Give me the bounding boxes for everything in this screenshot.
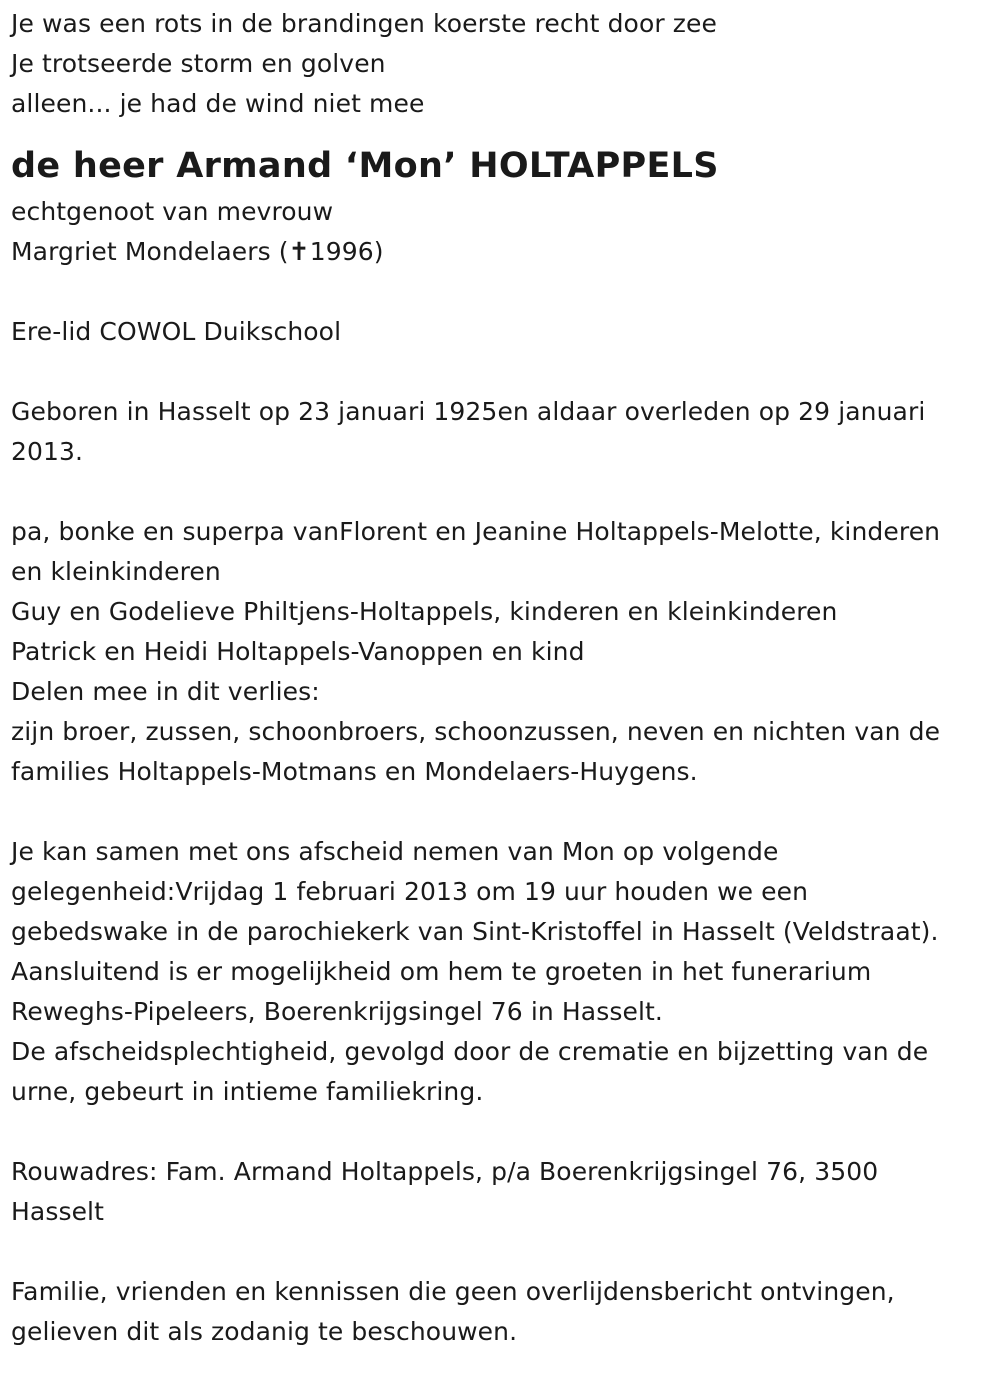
family-line: zijn broer, zussen, schoonbroers, schoonzussen, neven en nichten van de	[11, 717, 941, 746]
family-list	[11, 512, 995, 792]
address-line: Rouwadres: Fam. Armand Holtappels, p/a Boerenkrijgsingel 76, 3500	[11, 1157, 879, 1186]
birth-death-line: 2013.	[11, 437, 84, 466]
family-line: pa, bonke en superpa vanFlorent en Jeanine Holtappels-Melotte, kinderen	[11, 517, 941, 546]
ceremony-line: Aansluitend is er mogelijkheid om hem te groeten in het funerarium	[11, 957, 872, 986]
ceremony-info	[11, 832, 995, 1112]
closing-note	[11, 1272, 995, 1352]
family-line: Patrick en Heidi Holtappels-Vanoppen en kind	[11, 637, 585, 666]
poem	[11, 4, 995, 124]
spacer	[11, 1232, 995, 1272]
spacer	[11, 1112, 995, 1152]
deceased-name: de heer Armand ‘Mon’ HOLTAPPELS	[11, 146, 719, 186]
spacer	[11, 472, 995, 512]
poem-line: Je was een rots in de brandingen koerste recht door zee	[11, 9, 717, 38]
honor-membership: Ere-lid COWOL Duikschool	[11, 317, 342, 346]
spacer	[11, 352, 995, 392]
ceremony-line: De afscheidsplechtigheid, gevolgd door de crematie en bijzetting van de	[11, 1037, 929, 1066]
birth-death-info	[11, 392, 995, 472]
ceremony-line: Reweghs-Pipeleers, Boerenkrijgsingel 76 in Hasselt.	[11, 997, 663, 1026]
address-line: Hasselt	[11, 1197, 104, 1226]
poem-line: Je trotseerde storm en golven	[11, 49, 386, 78]
poem-line: alleen... je had de wind niet mee	[11, 89, 425, 118]
ceremony-line: gebedswake in de parochiekerk van Sint-Kristoffel in Hasselt (Veldstraat).	[11, 917, 939, 946]
spouse-line: Margriet Mondelaers (✝1996)	[11, 237, 384, 266]
birth-death-line: Geboren in Hasselt op 23 januari 1925en aldaar overleden op 29 januari	[11, 397, 926, 426]
ceremony-line: gelegenheid:Vrijdag 1 februari 2013 om 19 uur houden we een	[11, 877, 809, 906]
spouse-line: echtgenoot van mevrouw	[11, 197, 334, 226]
spouse-info	[11, 192, 995, 272]
mourning-address	[11, 1152, 995, 1232]
spacer	[11, 272, 995, 312]
family-line: Delen mee in dit verlies:	[11, 677, 320, 706]
family-line: en kleinkinderen	[11, 557, 221, 586]
closing-line: Familie, vrienden en kennissen die geen overlijdensbericht ontvingen,	[11, 1277, 895, 1306]
family-line: families Holtappels-Motmans en Mondelaers-Huygens.	[11, 757, 698, 786]
spacer	[11, 792, 995, 832]
death-notice	[11, 4, 995, 1352]
ceremony-line: urne, gebeurt in intieme familiekring.	[11, 1077, 484, 1106]
closing-line: gelieven dit als zodanig te beschouwen.	[11, 1317, 518, 1346]
ceremony-line: Je kan samen met ons afscheid nemen van Mon op volgende	[11, 837, 779, 866]
family-line: Guy en Godelieve Philtjens-Holtappels, kinderen en kleinkinderen	[11, 597, 838, 626]
